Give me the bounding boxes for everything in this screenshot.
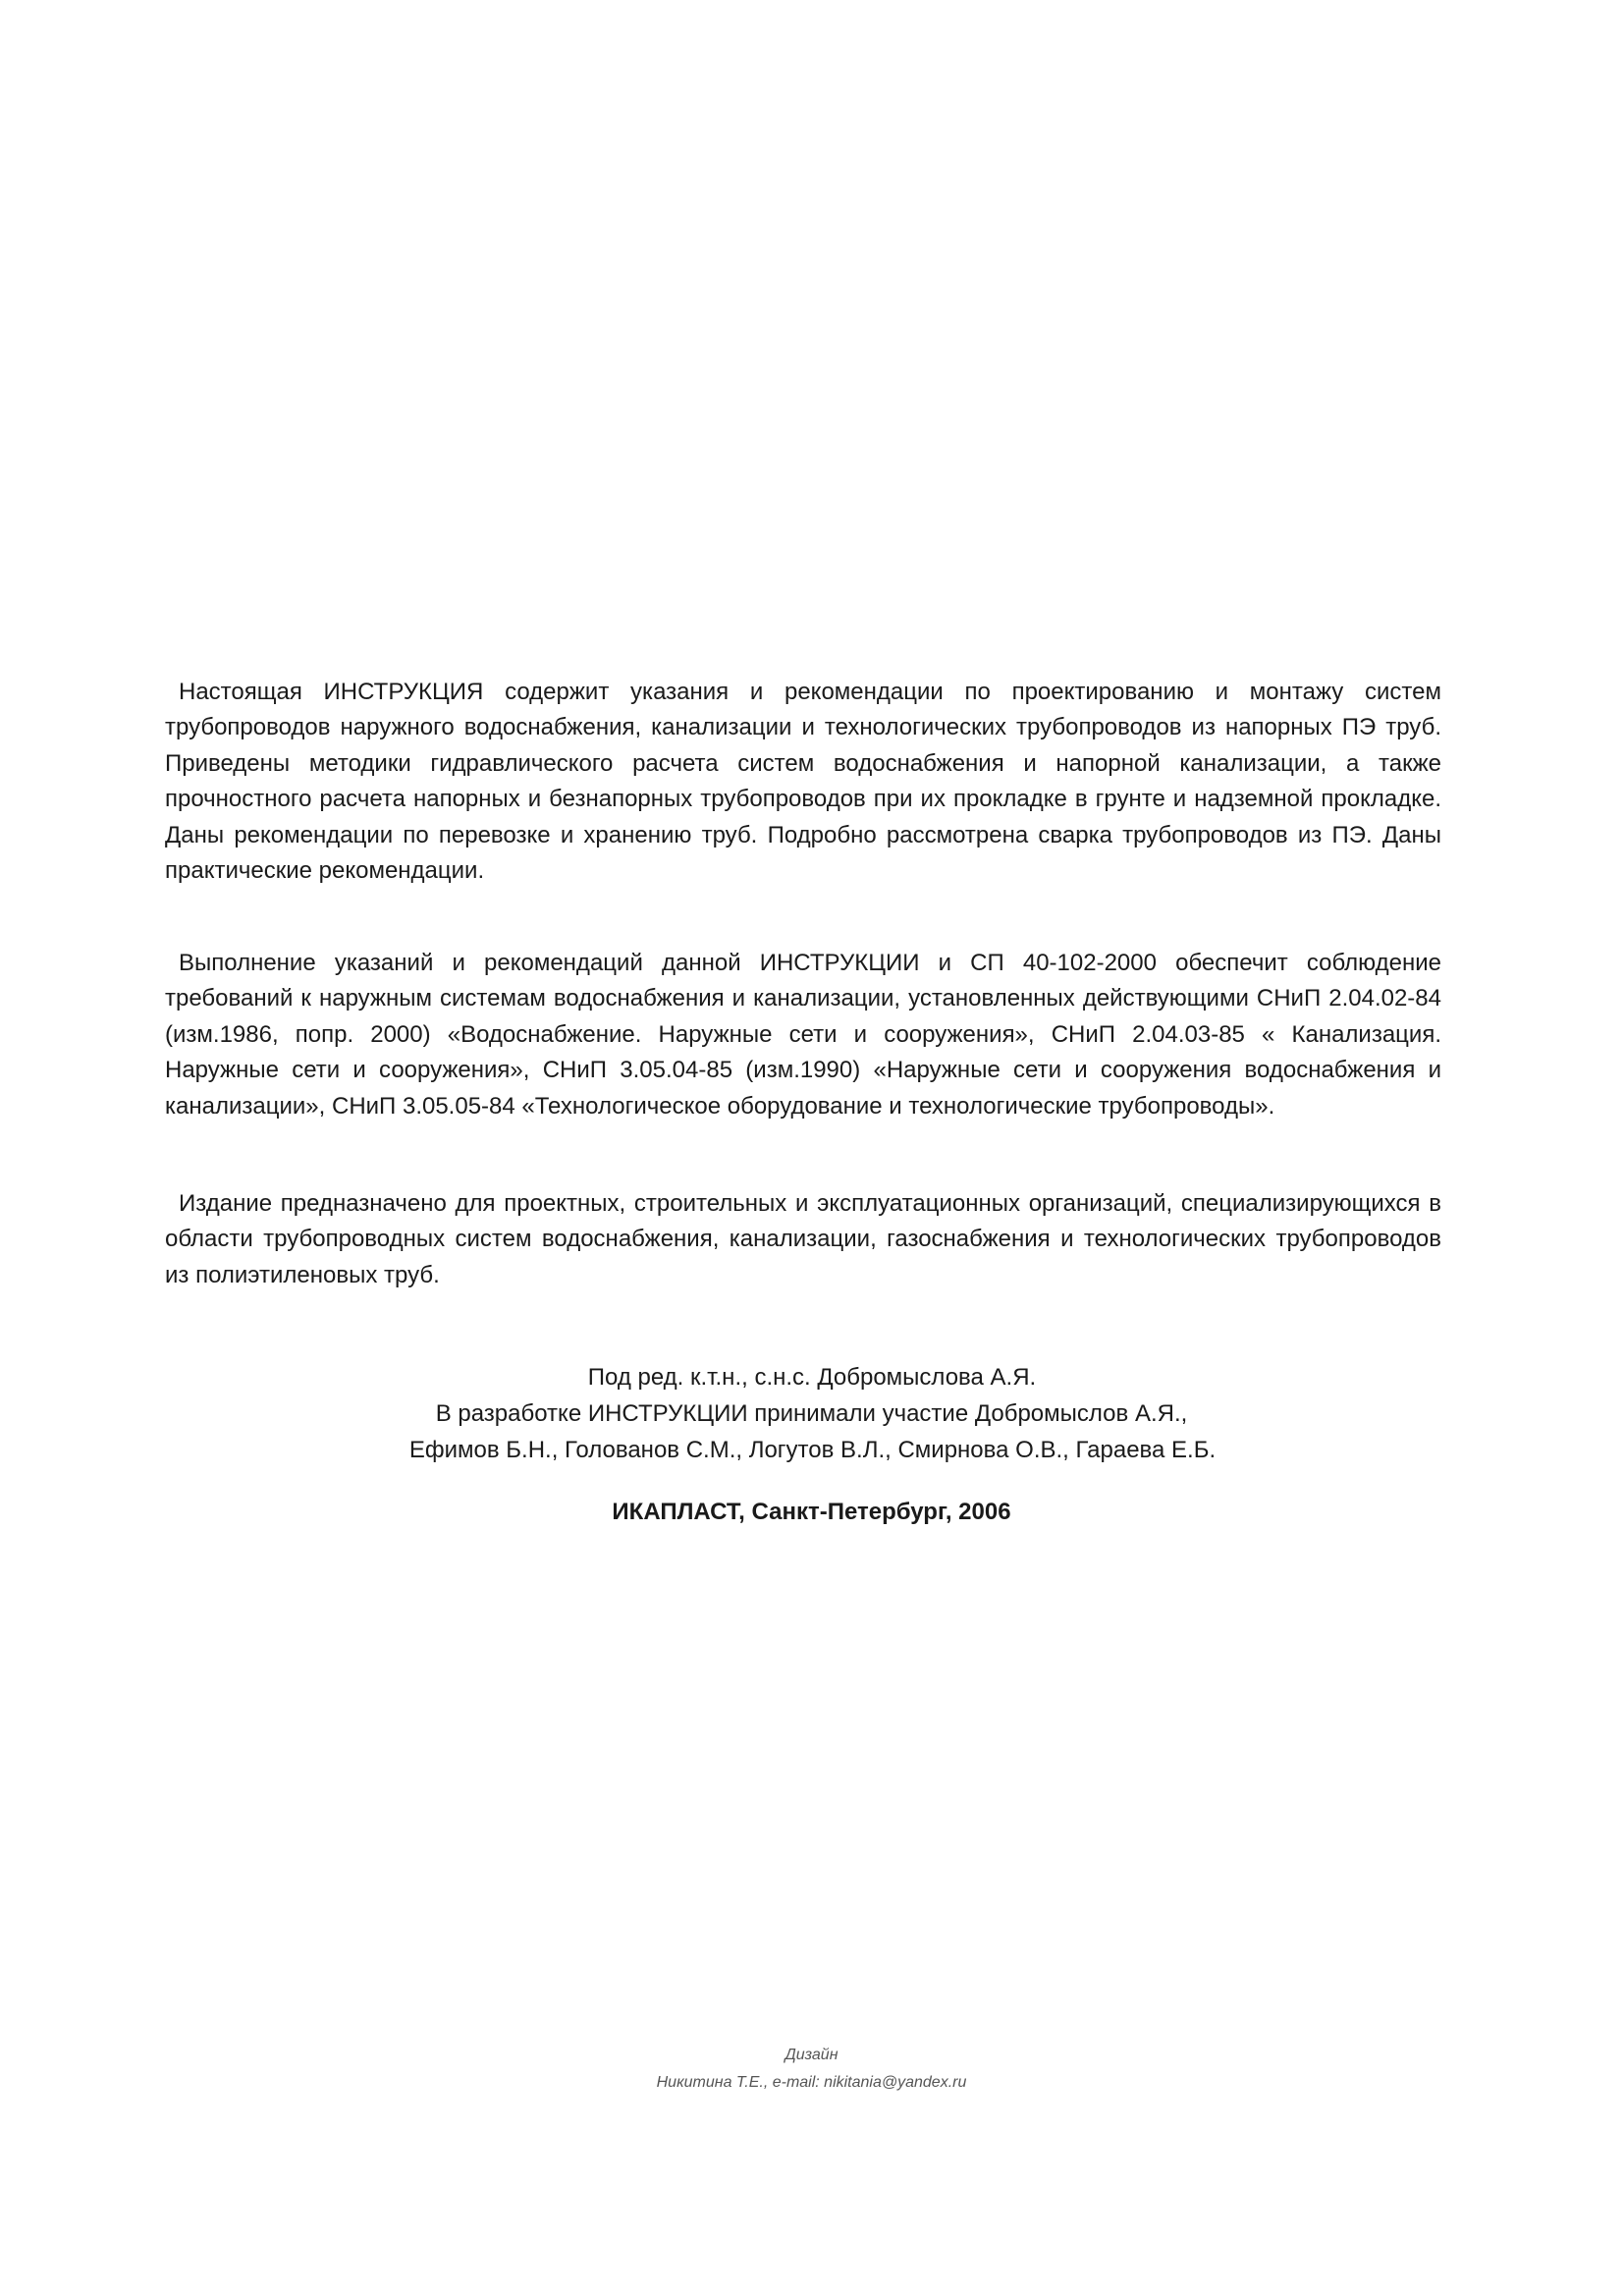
design-label: Дизайн — [784, 2047, 839, 2063]
editor-line: Под ред. к.т.н., с.н.с. Добромыслова А.Я. — [587, 1364, 1037, 1391]
participants-line: В разработке ИНСТРУКЦИИ принимали участие Добромыслов А.Я., — [435, 1400, 1188, 1427]
compliance-paragraph: Выполнение указаний и рекомендаций данной ИНСТРУКЦИИ и СП 40-102-2000 обеспечит соблюдение требований к наружным системам водоснабжения и канализации, установленных действующими СНиП 2.04.02-84 (изм.1986, попр. 2000) «Водоснабжение. Наружные сети и сооружения», СНиП 2.04.03-85 « Канализация. Наружные сети и сооружения», СНиП 3.05.04-85 (изм.1990) «Наружные сети и сооружения водоснабжения и канализации», СНиП 3.05.05-84 «Технологическое оборудование и технологические трубопроводы». — [165, 950, 1441, 1120]
intro-paragraph: Настоящая ИНСТРУКЦИЯ содержит указания и рекомендации по проектированию и монтажу систем трубопроводов наружного водоснабжения, канализации и технологических трубопроводов из напорных ПЭ труб. Приведены методики гидравлического расчета систем водоснабжения и напорной канализации, а также прочностного расчета напорных и безнапорных трубопроводов при их прокладке в грунте и надземной прокладке. Даны рекомендации по перевозке и хранению труб. Подробно рассмотрена сварка трубопроводов из ПЭ. Даны практические рекомендации. — [165, 679, 1441, 885]
publisher-line: ИКАПЛАСТ, Санкт-Петербург, 2006 — [612, 1499, 1011, 1525]
credits-block — [0, 1359, 1623, 1468]
participants-line-continued: Ефимов Б.Н., Голованов С.М., Логутов В.Л., Смирнова О.В., Гараева Е.Б. — [408, 1437, 1217, 1463]
audience-paragraph: Издание предназначено для проектных, строительных и эксплуатационных организаций, специализирующихся в области трубопроводных систем водоснабжения, канализации, газоснабжения и технологических трубопроводов из полиэтиленовых труб. — [165, 1190, 1441, 1288]
design-author: Никитина Т.Е., e-mail: nikitania@yandex.ru — [656, 2074, 967, 2091]
design-credit — [0, 2042, 1623, 2097]
